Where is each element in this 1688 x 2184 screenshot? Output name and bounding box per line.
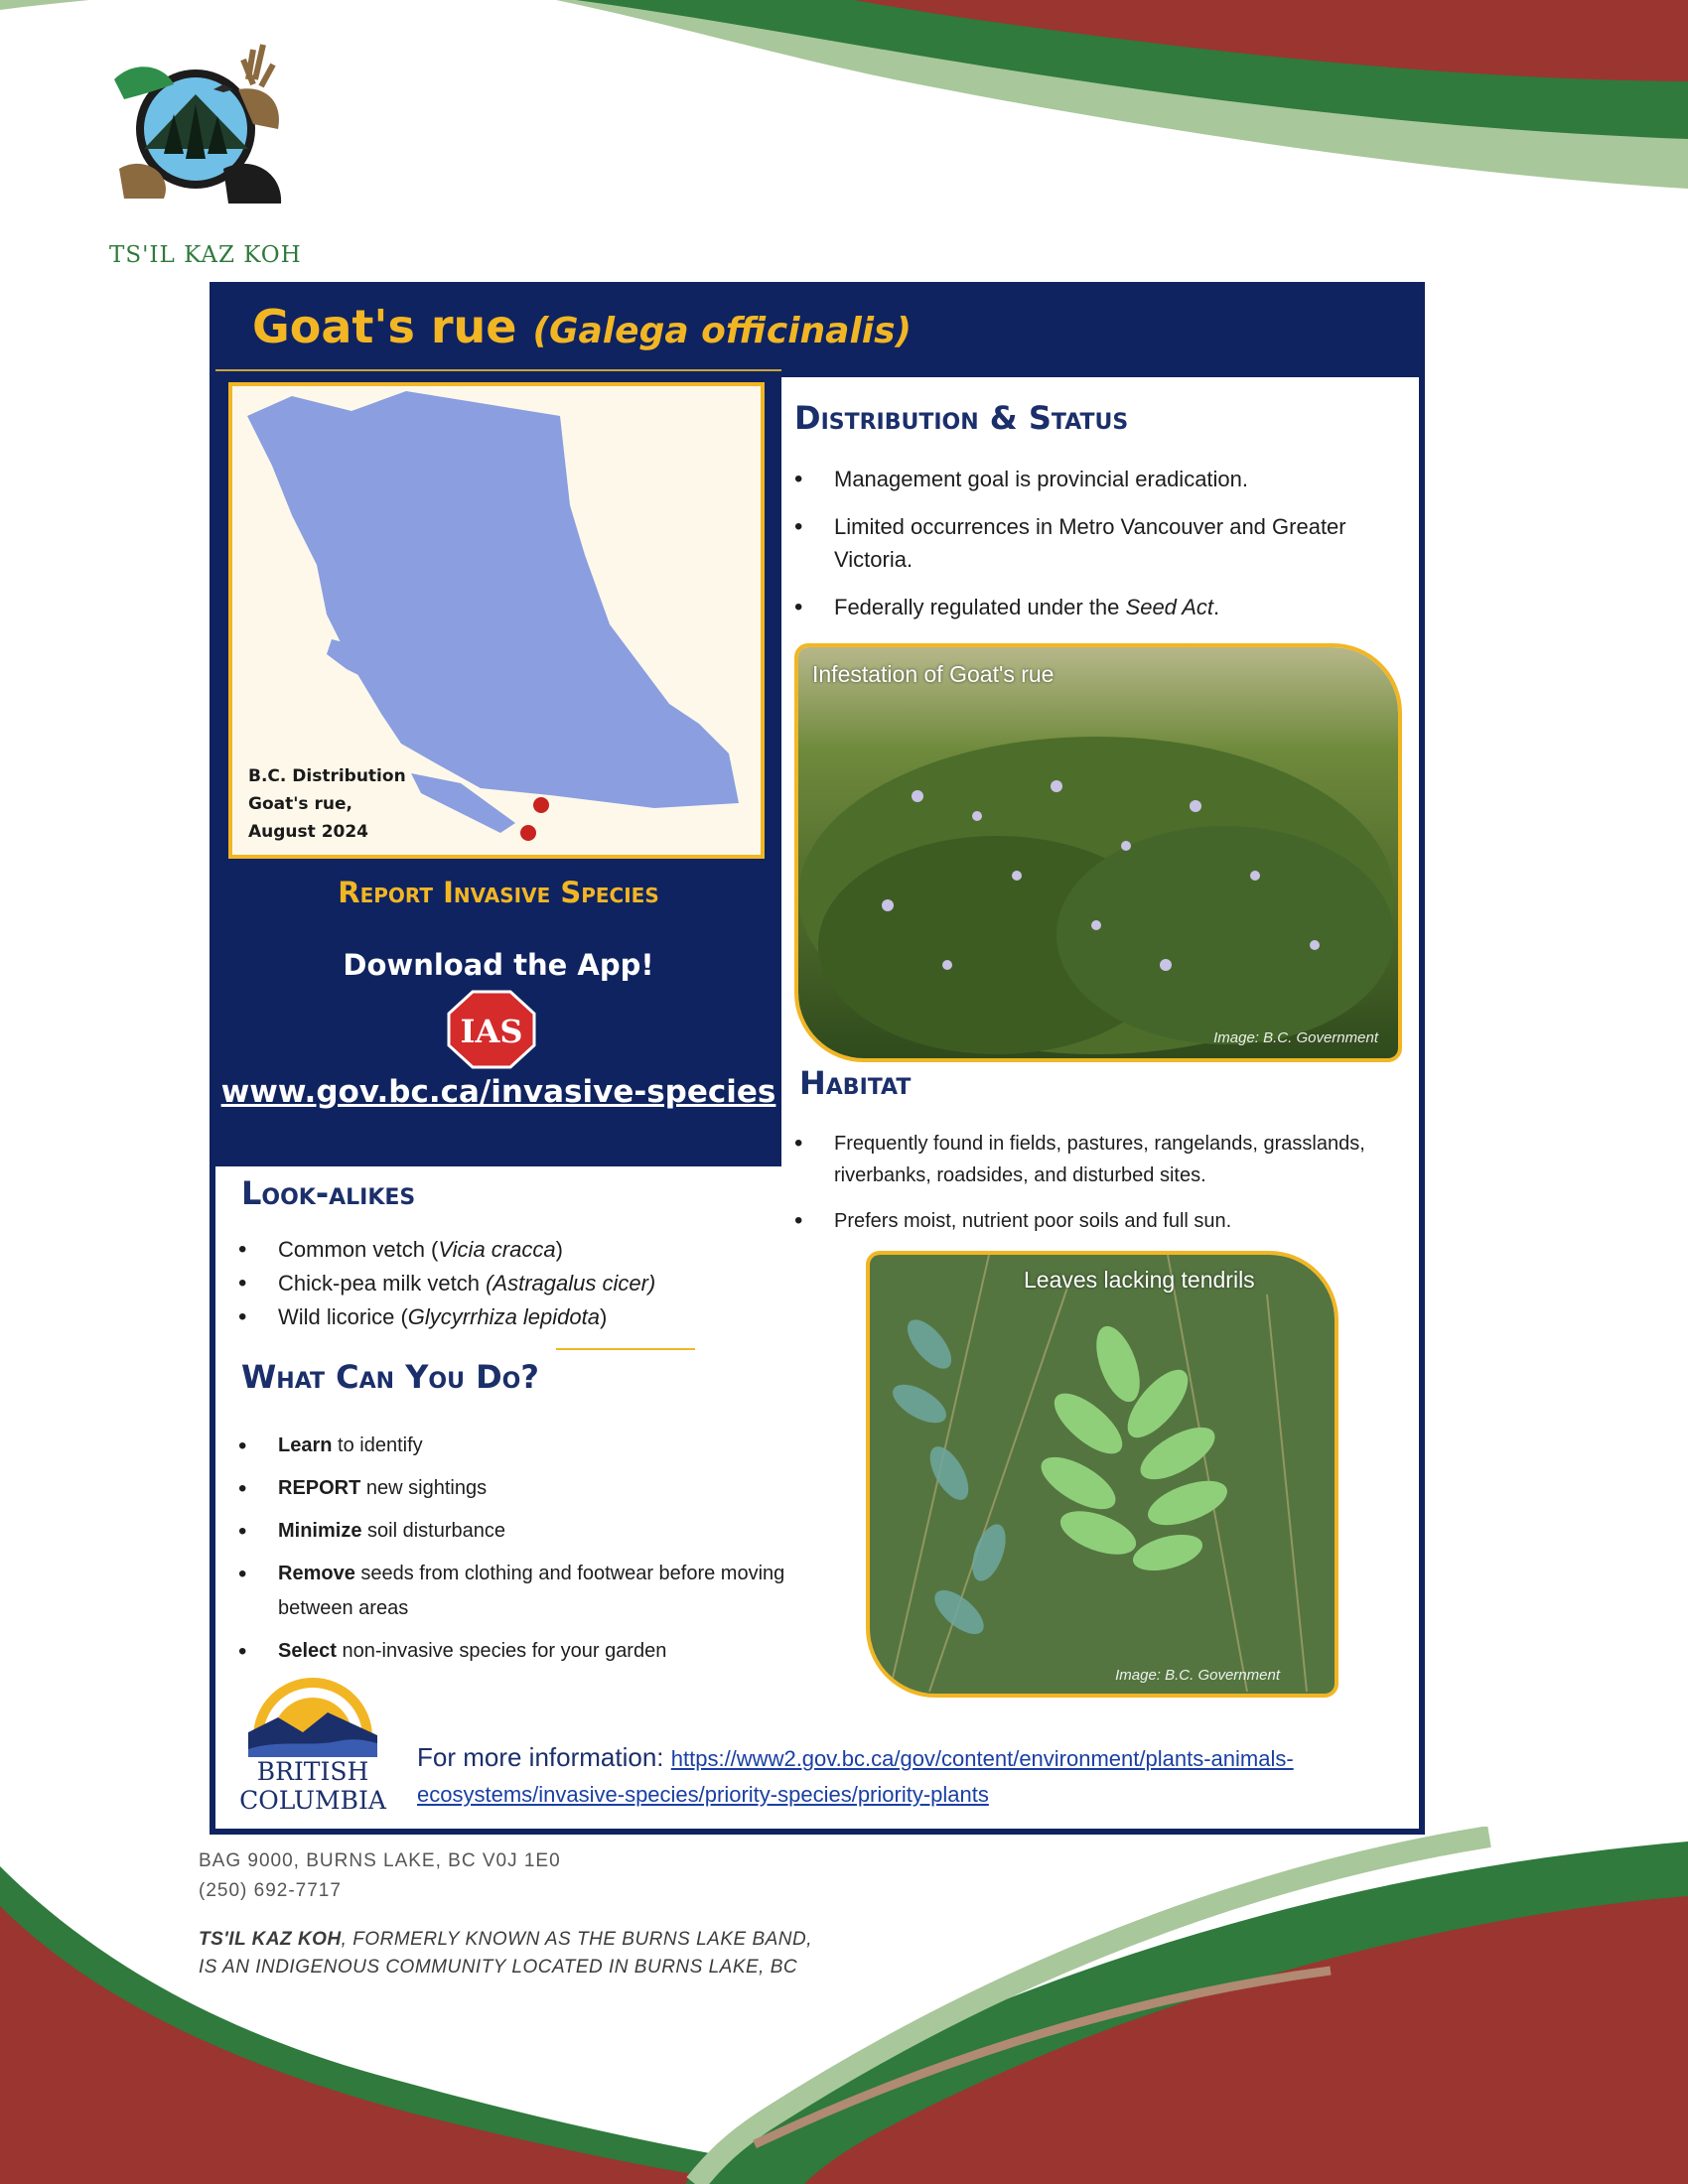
habitat-list bbox=[794, 1128, 1400, 1251]
list-item: • Select non-invasive species for your garden bbox=[238, 1634, 794, 1669]
map-caption-line: Goat's rue, bbox=[248, 794, 352, 814]
list-item: • Minimize soil disturbance bbox=[238, 1514, 794, 1549]
bc-logo-line: COLUMBIA bbox=[239, 1786, 386, 1815]
map-caption-line: August 2024 bbox=[248, 822, 369, 842]
ias-app-icon[interactable] bbox=[447, 990, 536, 1069]
list-item: • Management goal is provincial eradication. bbox=[794, 463, 1390, 495]
scientific-name: (Galega officinalis) bbox=[532, 311, 913, 351]
infestation-photo-image bbox=[798, 647, 1398, 1058]
list-item: • REPORT new sightings bbox=[238, 1471, 794, 1506]
lookalikes-list bbox=[238, 1233, 774, 1334]
map-caption-line: B.C. Distribution bbox=[248, 766, 406, 786]
more-info-link[interactable]: https://www2.gov.bc.ca/gov/content/environment/plants-animals-ecosystems/invasive-species/priority-species/priority-plants bbox=[417, 1746, 1294, 1807]
more-info-label: For more information: bbox=[417, 1742, 664, 1772]
bc-sunrise-icon bbox=[248, 1678, 377, 1757]
more-info bbox=[417, 1740, 1400, 1812]
distribution-list bbox=[794, 463, 1390, 638]
community-logo bbox=[104, 35, 288, 218]
footer-note-text: IS AN INDIGENOUS COMMUNITY LOCATED IN BURNS LAKE, BC bbox=[199, 1957, 798, 1978]
actions-list bbox=[238, 1429, 794, 1677]
bc-logo-line: BRITISH bbox=[256, 1757, 369, 1786]
list-item: • Federally regulated under the Seed Act. bbox=[794, 591, 1390, 623]
common-name: Goat's rue bbox=[252, 300, 517, 353]
list-item: • Frequently found in fields, pastures, rangelands, grasslands, riverbanks, roadsides, and disturbed sites. bbox=[794, 1128, 1400, 1191]
photo-caption: Leaves lacking tendrils bbox=[1024, 1267, 1255, 1293]
title-divider bbox=[215, 369, 781, 371]
list-item: • Wild licorice (Glycyrrhiza lepidota) bbox=[238, 1300, 774, 1334]
list-item: • Prefers moist, nutrient poor soils and full sun. bbox=[794, 1205, 1400, 1237]
org-name: TS'IL KAZ KOH bbox=[109, 242, 302, 268]
infestation-photo bbox=[794, 643, 1402, 1062]
leaves-photo-image bbox=[870, 1255, 1335, 1694]
list-item: • Learn to identify bbox=[238, 1429, 794, 1463]
actions-heading: What Can You Do? bbox=[241, 1358, 539, 1396]
map-caption bbox=[248, 762, 447, 846]
photo-credit: Image: B.C. Government bbox=[1115, 1667, 1280, 1684]
list-item: • Limited occurrences in Metro Vancouver and Greater Victoria. bbox=[794, 510, 1390, 576]
list-item: • Common vetch (Vicia cracca) bbox=[238, 1233, 774, 1267]
photo-credit: Image: B.C. Government bbox=[1213, 1029, 1378, 1046]
list-item: • Remove seeds from clothing and footwear before moving between areas bbox=[238, 1557, 794, 1626]
lookalikes-heading: Look-alikes bbox=[241, 1174, 416, 1212]
list-item: • Chick-pea milk vetch (Astragalus cicer) bbox=[238, 1267, 774, 1300]
page-title bbox=[252, 300, 912, 353]
ias-icon-label: IAS bbox=[460, 1013, 523, 1050]
bc-government-logo bbox=[238, 1678, 387, 1825]
leaves-photo bbox=[866, 1251, 1338, 1698]
address-line: BAG 9000, BURNS LAKE, BC V0J 1E0 bbox=[199, 1850, 561, 1871]
invasive-species-link[interactable]: www.gov.bc.ca/invasive-species bbox=[220, 1074, 776, 1110]
report-heading: Report Invasive Species bbox=[338, 876, 659, 909]
photo-caption: Infestation of Goat's rue bbox=[812, 661, 1055, 687]
footer-address bbox=[199, 1846, 561, 1906]
download-app-text: Download the App! bbox=[343, 948, 654, 982]
phone-line: (250) 692-7717 bbox=[199, 1880, 342, 1901]
habitat-heading: Habitat bbox=[799, 1064, 912, 1102]
footer-note-text: , FORMERLY KNOWN AS THE BURNS LAKE BAND, bbox=[341, 1929, 813, 1950]
section-divider bbox=[556, 1348, 695, 1350]
footer-org-name: TS'IL KAZ KOH bbox=[199, 1929, 342, 1950]
footer-note bbox=[199, 1926, 812, 1981]
distribution-heading: Distribution & Status bbox=[794, 399, 1129, 437]
